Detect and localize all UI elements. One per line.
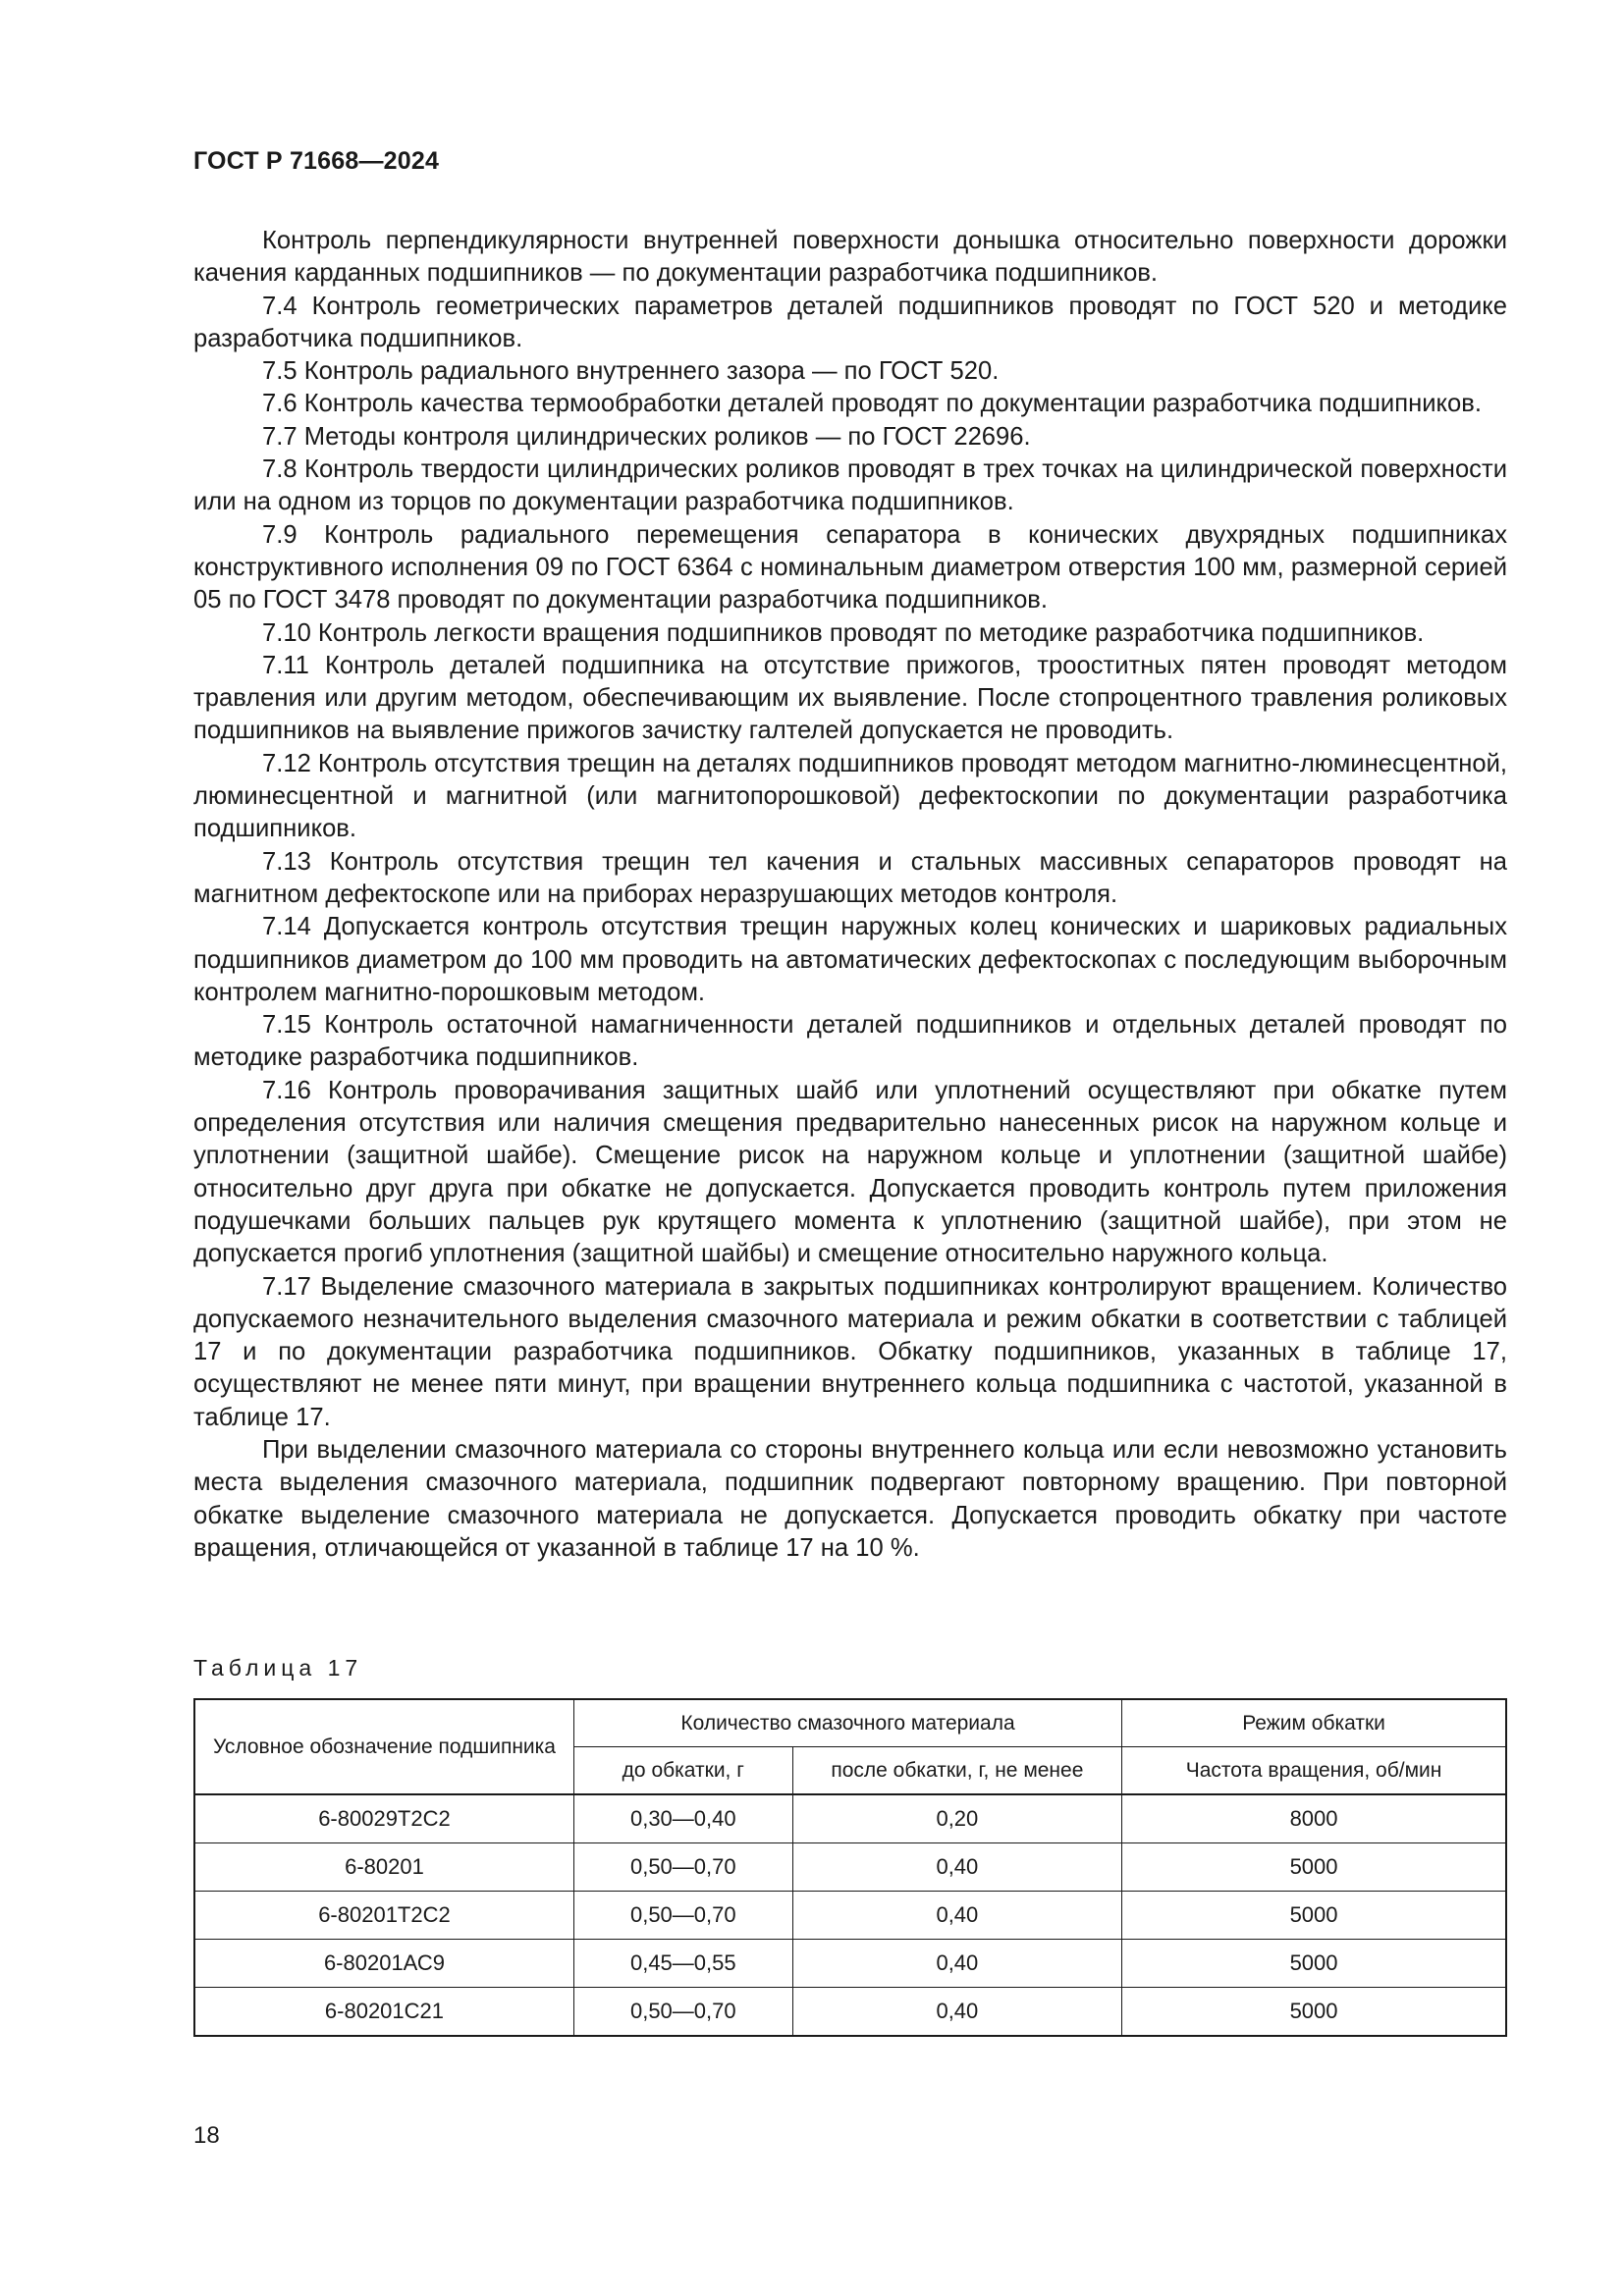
paragraph: 7.4 Контроль геометрических параметров деталей подшипников проводят по ГОСТ 520 и методике разработчика подшипников. bbox=[193, 292, 1507, 352]
paragraph: 7.10 Контроль легкости вращения подшипников проводят по методике разработчика подшипников. bbox=[262, 618, 1425, 647]
cell-before: 0,50—0,70 bbox=[573, 1892, 792, 1940]
paragraph: 7.12 Контроль отсутствия трещин на деталях подшипников проводят методом магнитно-люминесцентной, люминесцентной и магнитной (или магнитопорошковой) дефектоскопии по документации разработчика подшипников. bbox=[193, 749, 1507, 843]
header-before-run-in: до обкатки, г bbox=[573, 1747, 792, 1795]
cell-after: 0,40 bbox=[792, 1988, 1121, 2037]
cell-designation: 6-80201С21 bbox=[194, 1988, 573, 2037]
paragraph: 7.15 Контроль остаточной намагниченности деталей подшипников и отдельных деталей проводят по методике разработчика подшипников. bbox=[193, 1011, 1507, 1072]
page-number: 18 bbox=[193, 2122, 220, 2149]
cell-designation: 6-80029Т2С2 bbox=[194, 1794, 573, 1843]
cell-after: 0,40 bbox=[792, 1892, 1121, 1940]
cell-designation: 6-80201Т2С2 bbox=[194, 1892, 573, 1940]
lubricant-table bbox=[193, 1698, 1507, 2037]
cell-before: 0,45—0,55 bbox=[573, 1940, 792, 1988]
paragraph: 7.14 Допускается контроль отсутствия трещин наружных колец конических и шариковых радиальных подшипников диаметром до 100 мм проводить на автоматических дефектоскопах с последующим выборочным контролем магнитно-порошковым методом. bbox=[193, 913, 1507, 1006]
header-run-in-mode: Режим обкатки bbox=[1122, 1699, 1506, 1747]
paragraph: Контроль перпендикулярности внутренней поверхности донышка относительно поверхности дорожки качения карданных подшипников — по документации разработчика подшипников. bbox=[193, 227, 1507, 288]
cell-designation: 6-80201 bbox=[194, 1843, 573, 1892]
header-after-run-in: после обкатки, г, не менее bbox=[792, 1747, 1121, 1795]
cell-speed: 5000 bbox=[1122, 1940, 1506, 1988]
paragraph: 7.9 Контроль радиального перемещения сепаратора в конических двухрядных подшипниках конструктивного исполнения 09 по ГОСТ 6364 с номинальным диаметром отверстия 100 мм, размерной серией 05 по ГОСТ 3478 проводят по документации разработчика подшипников. bbox=[193, 520, 1507, 614]
table-row bbox=[194, 1892, 1506, 1940]
cell-after: 0,40 bbox=[792, 1843, 1121, 1892]
cell-before: 0,30—0,40 bbox=[573, 1794, 792, 1843]
header-designation: Условное обозначение подшипника bbox=[194, 1699, 573, 1794]
cell-designation: 6-80201АС9 bbox=[194, 1940, 573, 1988]
paragraph: 7.8 Контроль твердости цилиндрических роликов проводят в трех точках на цилиндрической поверхности или на одном из торцов по документации разработчика подшипников. bbox=[193, 455, 1507, 516]
header-rotation-speed: Частота вращения, об/мин bbox=[1122, 1747, 1506, 1795]
table-row bbox=[194, 1794, 1506, 1843]
cell-before: 0,50—0,70 bbox=[573, 1988, 792, 2037]
cell-speed: 5000 bbox=[1122, 1988, 1506, 2037]
paragraph: 7.7 Методы контроля цилиндрических роликов — по ГОСТ 22696. bbox=[262, 422, 1031, 451]
body-text bbox=[193, 225, 1507, 1565]
paragraph: 7.5 Контроль радиального внутреннего зазора — по ГОСТ 520. bbox=[262, 357, 1000, 386]
paragraph: 7.6 Контроль качества термообработки деталей проводят по документации разработчика подшипников. bbox=[262, 390, 1482, 418]
cell-after: 0,40 bbox=[792, 1940, 1121, 1988]
table-row bbox=[194, 1843, 1506, 1892]
cell-speed: 5000 bbox=[1122, 1843, 1506, 1892]
cell-speed: 8000 bbox=[1122, 1794, 1506, 1843]
paragraph: 7.13 Контроль отсутствия трещин тел качения и стальных массивных сепараторов проводят на магнитном дефектоскопе или на приборах неразрушающих методов контроля. bbox=[193, 847, 1507, 908]
paragraph: При выделении смазочного материала со стороны внутреннего кольца или если невозможно установить места выделения смазочного материала, подшипник подвергают повторному вращению. При повторной обкатке выделение смазочного материала не допускается. Допускается проводить обкатку при частоте вращения, отличающейся от указанной в таблице 17 на 10 %. bbox=[193, 1435, 1507, 1562]
table-row bbox=[194, 1940, 1506, 1988]
header-lubricant-amount: Количество смазочного материала bbox=[573, 1699, 1121, 1747]
cell-after: 0,20 bbox=[792, 1794, 1121, 1843]
paragraph: 7.17 Выделение смазочного материала в закрытых подшипниках контролируют вращением. Количество допускаемого незначительного выделения смазочного материала и режим обкатки в соответствии с таблицей 17 и по документации разработчика подшипников. Обкатку подшипников, указанных в таблице 17, осуществляют не менее пяти минут, при вращении внутреннего кольца подшипника с частотой, указанной в таблице 17. bbox=[193, 1272, 1507, 1431]
document-header: ГОСТ Р 71668—2024 bbox=[193, 147, 440, 175]
table-row bbox=[194, 1988, 1506, 2037]
cell-speed: 5000 bbox=[1122, 1892, 1506, 1940]
cell-before: 0,50—0,70 bbox=[573, 1843, 792, 1892]
table-caption: Таблица 17 bbox=[193, 1655, 363, 1681]
paragraph: 7.11 Контроль деталей подшипника на отсутствие прижогов, трооститных пятен проводят методом травления или другим методом, обеспечивающим их выявление. После стопроцентного травления роликовых подшипников на выявление прижогов зачистку галтелей допускается не проводить. bbox=[193, 651, 1507, 745]
paragraph: 7.16 Контроль проворачивания защитных шайб или уплотнений осуществляют при обкатке путем определения отсутствия или наличия смещения предварительно нанесенных рисок на наружном кольце и уплотнении (защитной шайбе). Смещение рисок на наружном кольце и уплотнении (защитной шайбе) относительно друг друга при обкатке не допускается. Допускается проводить контроль путем приложения подушечками больших пальцев рук крутящего момента к уплотнению (защитной шайбе), при этом не допускается прогиб уплотнения (защитной шайбы) и смещение относительно наружного кольца. bbox=[193, 1076, 1507, 1268]
